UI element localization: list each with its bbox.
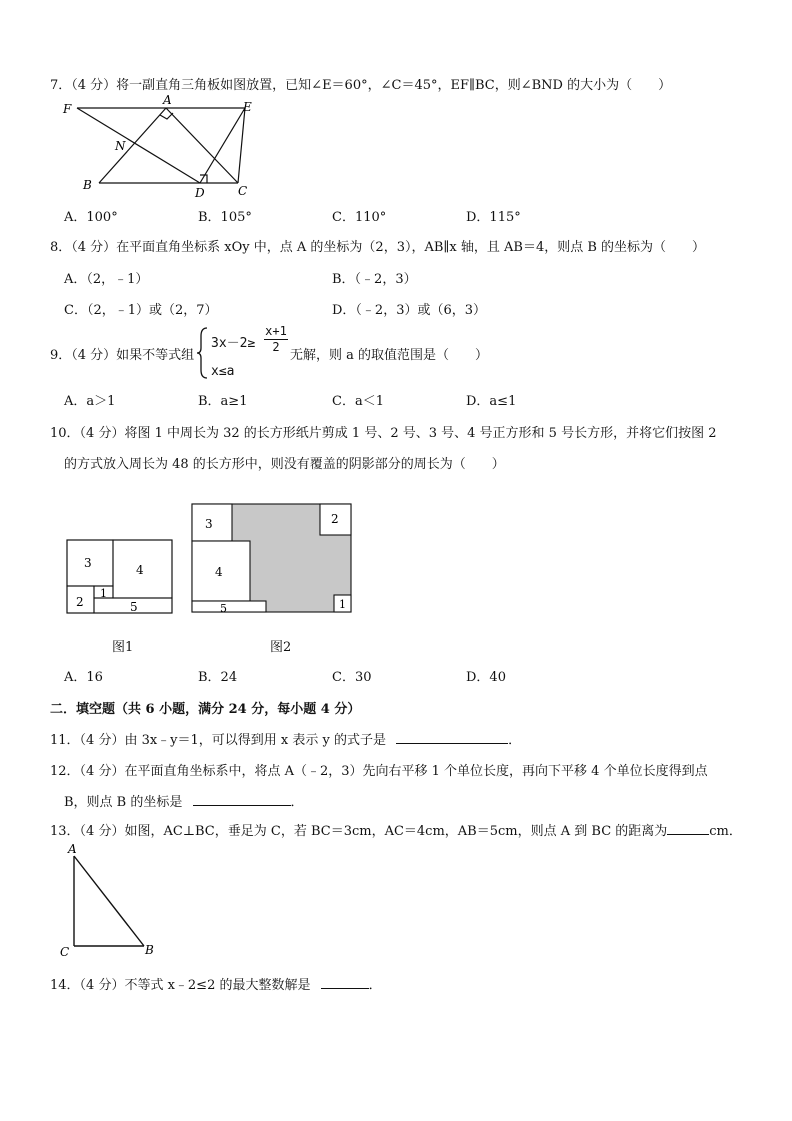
q13-tail: cm． [709, 824, 742, 839]
q13-line [50, 820, 742, 839]
q9-option-d[interactable]: D．a≤1 [466, 394, 517, 409]
q14-answer-blank[interactable] [321, 976, 369, 989]
q13-label-c: C [60, 945, 70, 959]
q8-option-b[interactable]: B．（﹣2，3） [332, 272, 417, 287]
q7-stem: 7．（4 分）将一副直角三角板如图放置，已知∠E＝60°，∠C＝45°，EF∥BC，则∠BND 的大小为（ ） [50, 78, 672, 93]
q10-caption2: 图2 [270, 640, 292, 655]
q12-stem-line2: B，则点 B 的坐标是 [64, 795, 183, 810]
q13-label-a: A [68, 842, 77, 856]
q13-label-b: B [145, 943, 154, 957]
q7-label-e: E [243, 100, 252, 114]
q14-tail: ． [368, 978, 382, 993]
q9-line2: x≤a [211, 364, 235, 379]
section2-heading: 二．填空题（共 6 小题，满分 24 分，每小题 4 分） [50, 702, 361, 717]
q14-stem: 14．（4 分）不等式 x﹣2≤2 的最大整数解是 [50, 978, 311, 993]
q7-label-c: C [238, 184, 248, 198]
q9-frac-num: x+1 [265, 324, 287, 338]
q10-figure2 [191, 503, 353, 614]
q13-answer-blank[interactable] [667, 822, 709, 835]
q8-option-c[interactable]: C．（2，﹣1）或（2，7） [64, 303, 218, 318]
q7-label-f: F [63, 102, 72, 116]
q11-tail: ． [508, 733, 522, 748]
q9-frac-den: 2 [272, 340, 280, 354]
q9-fraction [264, 324, 288, 355]
q10-stem-line1: 10．（4 分）将图 1 中周长为 32 的长方形纸片剪成 1 号、2 号、3 号、4 号正方形和 5 号长方形，并将它们按图 2 [50, 426, 717, 441]
q7-option-a[interactable]: A．100° [64, 210, 118, 225]
q10-stem-line2: 的方式放入周长为 48 的长方形中，则没有覆盖的阴影部分的周长为（ ） [64, 457, 505, 472]
q7-figure [55, 93, 265, 200]
q9-option-a[interactable]: A．a＞1 [64, 394, 116, 409]
q10-f2-label-5: 5 [220, 602, 227, 614]
q7-option-b[interactable]: B．105° [198, 210, 252, 225]
q9-prefix: 9．（4 分）如果不等式组 [50, 348, 195, 363]
q11-line [50, 729, 521, 748]
q7-option-d[interactable]: D．115° [466, 210, 521, 225]
q8-option-d[interactable]: D．（﹣2，3）或（6，3） [332, 303, 487, 318]
q12-line1: 12．（4 分）在平面直角坐标系中，将点 A（﹣2，3）先向右平移 1 个单位长度，再向下平移 4 个单位长度得到点 [50, 764, 708, 779]
q9-brace [197, 326, 209, 380]
q10-f2-label-4: 4 [215, 565, 223, 579]
q8-option-a[interactable]: A．（2，﹣1） [64, 272, 149, 287]
q12-line2 [64, 791, 304, 810]
q10-f1-label-1: 1 [100, 587, 107, 600]
q10-option-a[interactable]: A．16 [64, 670, 103, 685]
q9-suffix: 无解，则 a 的取值范围是（ ） [290, 348, 489, 363]
q10-f2-label-1: 1 [339, 598, 346, 611]
q10-f2-label-3: 3 [205, 517, 213, 531]
q10-f1-label-3: 3 [84, 556, 92, 570]
q7-option-c[interactable]: C．110° [332, 210, 387, 225]
q9-option-c[interactable]: C．a＜1 [332, 394, 384, 409]
q11-stem: 11．（4 分）由 3x﹣y＝1，可以得到用 x 表示 y 的式子是 [50, 733, 387, 748]
q9-line1 [211, 332, 255, 351]
q10-option-b[interactable]: B．24 [198, 670, 238, 685]
q7-label-b: B [83, 178, 92, 192]
q10-figure1 [66, 539, 174, 615]
q14-line [50, 974, 382, 993]
q8-stem: 8．（4 分）在平面直角坐标系 xOy 中，点 A 的坐标为（2，3），AB∥x 轴，且 AB＝4，则点 B 的坐标为（ ） [50, 240, 706, 255]
q10-f1-label-5: 5 [130, 600, 138, 614]
q12-answer-blank[interactable] [193, 793, 291, 806]
q10-caption1: 图1 [112, 640, 134, 655]
q9-option-b[interactable]: B．a≥1 [198, 394, 248, 409]
q12-tail: ． [290, 795, 304, 810]
q10-option-d[interactable]: D．40 [466, 670, 506, 685]
q13-stem: 13．（4 分）如图，AC⊥BC，垂足为 C，若 BC＝3cm，AC＝4cm，AB＝5cm，则点 A 到 BC 的距离为 [50, 824, 668, 839]
q10-f1-label-2: 2 [76, 595, 84, 609]
q7-label-d: D [195, 186, 205, 200]
q11-answer-blank[interactable] [396, 731, 508, 744]
q13-figure [58, 842, 162, 962]
q7-label-a: A [163, 93, 172, 107]
q7-label-n: N [115, 139, 126, 153]
q9-line1-left: 3x－2≥ [211, 336, 256, 351]
q10-option-c[interactable]: C．30 [332, 670, 372, 685]
q10-f1-label-4: 4 [136, 563, 144, 577]
q10-f2-label-2: 2 [331, 512, 339, 526]
